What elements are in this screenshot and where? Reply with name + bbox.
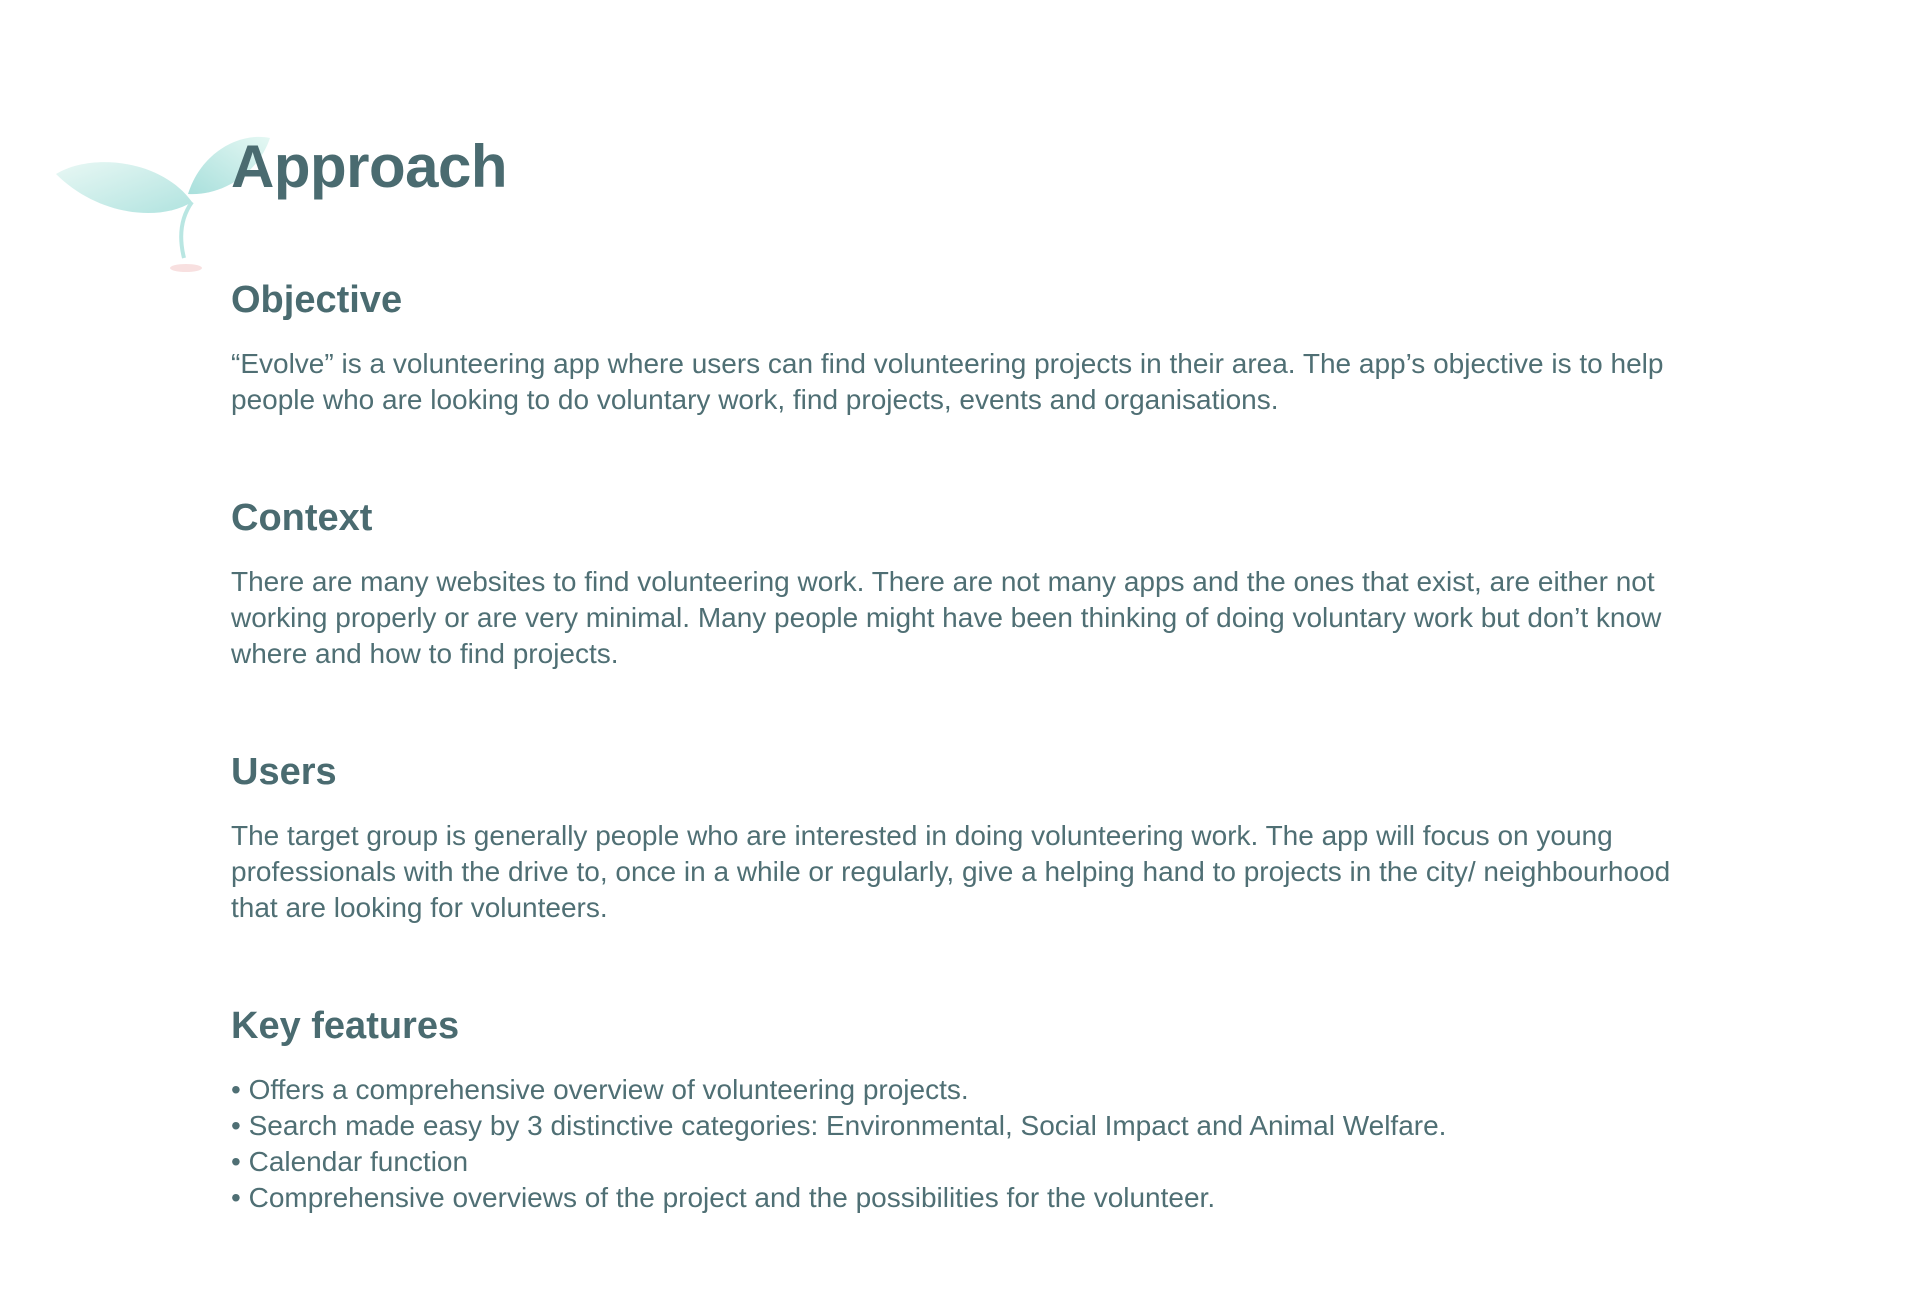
page-title: Approach <box>231 133 508 200</box>
section-heading: Key features <box>231 1005 460 1047</box>
content <box>231 276 1711 1216</box>
section-heading: Context <box>231 497 373 539</box>
list-item: • Comprehensive overviews of the project and the possibilities for the volunteer. <box>231 1180 1711 1216</box>
section-context <box>231 494 1711 672</box>
list-item: • Offers a comprehensive overview of volunteering projects. <box>231 1072 1711 1108</box>
list-item: • Search made easy by 3 distinctive categories: Environmental, Social Impact and Animal Welfare. <box>231 1108 1711 1144</box>
section-objective <box>231 276 1711 418</box>
section-heading: Users <box>231 751 337 793</box>
section-body: There are many websites to find volunteering work. There are not many apps and the ones that exist, are either not working properly or are very minimal. Many people might have been thinking of doing voluntary work but don’t know where and how to find projects. <box>231 566 1662 669</box>
section-body: The target group is generally people who are interested in doing volunteering work. The app will focus on young professionals with the drive to, once in a while or regularly, give a helping hand to projects in the city/ neighbourhood that are looking for volunteers. <box>231 820 1671 923</box>
feature-list <box>231 1072 1711 1216</box>
list-item: • Calendar function <box>231 1144 1711 1180</box>
section-users <box>231 748 1711 926</box>
section-heading: Objective <box>231 279 403 321</box>
section-key-features <box>231 1002 1711 1216</box>
section-body: “Evolve” is a volunteering app where users can find volunteering projects in their area. The app’s objective is to help people who are looking to do voluntary work, find projects, events and organisations. <box>231 348 1664 415</box>
